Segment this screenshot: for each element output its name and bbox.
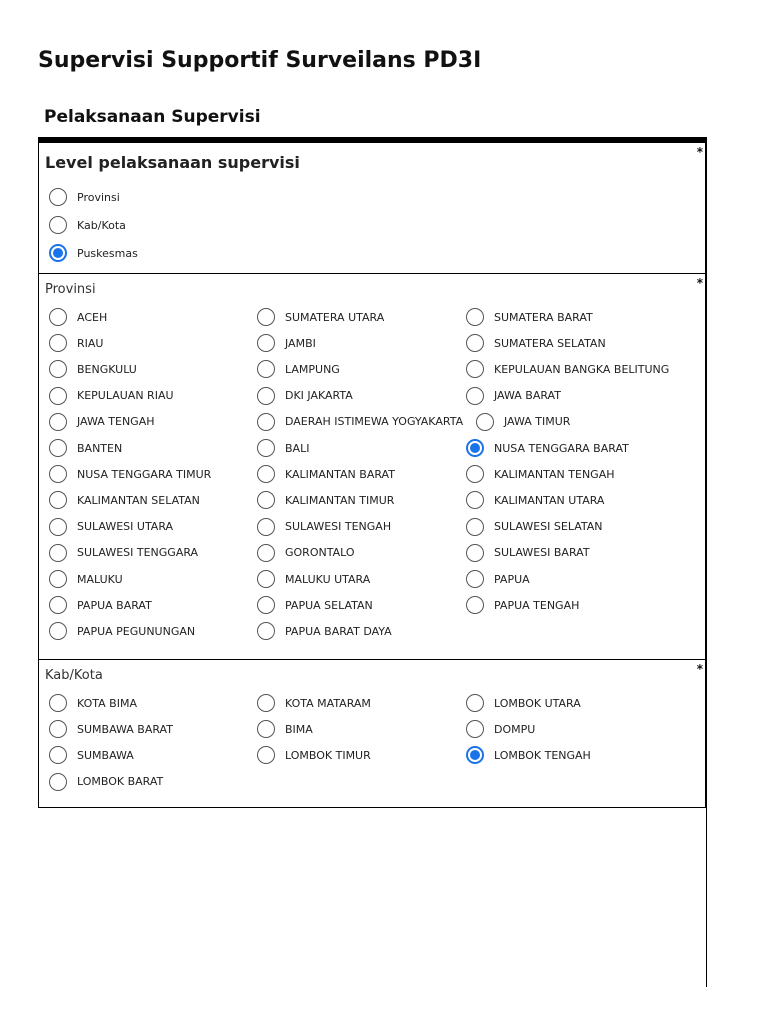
radio-button[interactable] [466,308,484,326]
radio-button[interactable] [476,413,494,431]
kabkota-option-label: LOMBOK BARAT [77,775,164,789]
level-option-label: Kab/Kota [77,218,126,232]
provinsi-option-label: SUMATERA SELATAN [494,336,606,350]
radio-button[interactable] [49,465,67,483]
radio-button[interactable] [466,334,484,352]
provinsi-option-sulawesi-tenggara[interactable] [49,544,198,562]
level-option-kabkota[interactable] [49,216,126,234]
radio-button[interactable] [257,360,275,378]
kabkota-option-label: KOTA BIMA [77,696,137,710]
provinsi-option-sulawesi-tengah[interactable] [257,518,391,536]
radio-button[interactable] [49,188,67,206]
radio-button[interactable] [257,746,275,764]
radio-button[interactable] [466,439,484,457]
kabkota-option-lombok-timur[interactable] [257,746,371,764]
provinsi-option-sumatera-selatan[interactable] [466,334,606,352]
provinsi-option-jawa-timur[interactable] [476,413,570,431]
kabkota-option-lombok-utara[interactable] [466,694,581,712]
provinsi-option-label: SULAWESI BARAT [494,546,590,560]
kabkota-option-bima[interactable] [257,720,313,738]
provinsi-option-papua[interactable] [466,570,530,588]
required-marker: * [696,662,703,676]
radio-button[interactable] [49,694,67,712]
required-marker: * [696,276,703,290]
kabkota-option-label: LOMBOK TIMUR [285,748,371,762]
section-title: Pelaksanaan Supervisi [44,107,261,127]
provinsi-option-papua-barat-daya[interactable] [257,622,392,640]
level-question-title: Level pelaksanaan supervisi [45,153,300,172]
radio-button[interactable] [49,216,67,234]
radio-button[interactable] [257,387,275,405]
provinsi-option-label: KEPULAUAN BANGKA BELITUNG [494,362,670,376]
provinsi-option-label: SULAWESI SELATAN [494,520,603,534]
provinsi-option-sumatera-barat[interactable] [466,308,593,326]
radio-button[interactable] [466,491,484,509]
provinsi-question [38,273,706,660]
radio-button[interactable] [257,465,275,483]
provinsi-option-label: JAWA TENGAH [77,415,155,429]
radio-button[interactable] [257,544,275,562]
level-option-provinsi[interactable] [49,188,120,206]
provinsi-option-label: SUMATERA BARAT [494,310,593,324]
kabkota-option-dompu[interactable] [466,720,535,738]
provinsi-option-label: GORONTALO [285,546,355,560]
radio-button[interactable] [49,439,67,457]
radio-button[interactable] [466,720,484,738]
radio-button[interactable] [49,773,67,791]
provinsi-option-kalimantan-utara[interactable] [466,491,604,509]
provinsi-option-kalimantan-barat[interactable] [257,465,395,483]
radio-button[interactable] [466,694,484,712]
radio-button[interactable] [49,544,67,562]
provinsi-option-papua-barat[interactable] [49,596,152,614]
provinsi-option-papua-tengah[interactable] [466,596,579,614]
level-option-label: Puskesmas [77,246,138,260]
provinsi-option-kepulauan-bangka-belitung[interactable] [466,360,669,378]
radio-button[interactable] [49,413,67,431]
radio-button[interactable] [257,720,275,738]
provinsi-option-label: PAPUA TENGAH [494,598,580,612]
provinsi-option-label: DKI JAKARTA [285,389,353,403]
kabkota-option-label: LOMBOK UTARA [494,696,581,710]
kabkota-question-label: Kab/Kota [45,668,103,683]
provinsi-option-label: PAPUA BARAT DAYA [285,624,392,638]
provinsi-option-label: SULAWESI UTARA [77,520,174,534]
provinsi-option-lampung[interactable] [257,360,340,378]
radio-button[interactable] [257,694,275,712]
radio-button[interactable] [49,746,67,764]
provinsi-option-kalimantan-selatan[interactable] [49,491,200,509]
provinsi-option-label: KALIMANTAN UTARA [494,493,605,507]
kabkota-option-sumbawa-barat[interactable] [49,720,173,738]
provinsi-option-sulawesi-barat[interactable] [466,544,590,562]
radio-button[interactable] [257,334,275,352]
provinsi-option-label: PAPUA PEGUNUNGAN [77,624,196,638]
provinsi-option-label: PAPUA [494,572,530,586]
provinsi-option-bali[interactable] [257,439,309,457]
provinsi-option-label: SULAWESI TENGGARA [77,546,199,560]
kabkota-option-sumbawa[interactable] [49,746,134,764]
provinsi-option-jawa-barat[interactable] [466,387,561,405]
kabkota-option-kota-mataram[interactable] [257,694,371,712]
radio-button[interactable] [257,596,275,614]
kabkota-option-kota-bima[interactable] [49,694,137,712]
form-right-border [706,137,707,987]
radio-button[interactable] [466,360,484,378]
provinsi-option-label: ACEH [77,310,108,324]
provinsi-option-dki-jakarta[interactable] [257,387,353,405]
provinsi-option-banten[interactable] [49,439,122,457]
provinsi-option-sulawesi-utara[interactable] [49,518,173,536]
radio-button[interactable] [257,518,275,536]
provinsi-option-kepulauan-riau[interactable] [49,387,174,405]
provinsi-option-label: KEPULAUAN RIAU [77,389,174,403]
provinsi-question-label: Provinsi [45,282,96,297]
provinsi-option-label: PAPUA SELATAN [285,598,373,612]
provinsi-option-label: DAERAH ISTIMEWA YOGYAKARTA [285,415,464,429]
radio-button[interactable] [466,465,484,483]
supervisi-form [38,137,706,808]
radio-button[interactable] [49,570,67,588]
provinsi-option-riau[interactable] [49,334,103,352]
kabkota-option-label: LOMBOK TENGAH [494,748,591,762]
provinsi-option-label: NUSA TENGGARA TIMUR [77,467,212,481]
provinsi-option-label: LAMPUNG [285,362,340,376]
kabkota-question [38,659,706,808]
provinsi-option-jawa-tengah[interactable] [49,413,155,431]
provinsi-option-sulawesi-selatan[interactable] [466,518,603,536]
radio-button[interactable] [466,596,484,614]
radio-button[interactable] [466,544,484,562]
radio-button[interactable] [257,413,275,431]
kabkota-option-label: SUMBAWA [77,748,134,762]
level-question [38,143,706,274]
radio-button[interactable] [49,491,67,509]
provinsi-option-papua-selatan[interactable] [257,596,373,614]
provinsi-option-label: MALUKU UTARA [285,572,371,586]
provinsi-option-label: BENGKULU [77,362,137,376]
provinsi-option-kalimantan-tengah[interactable] [466,465,615,483]
provinsi-option-nusa-tenggara-timur[interactable] [49,465,211,483]
provinsi-option-label: KALIMANTAN TIMUR [285,493,395,507]
radio-button[interactable] [49,308,67,326]
radio-button[interactable] [466,570,484,588]
provinsi-option-label: KALIMANTAN BARAT [285,467,395,481]
kabkota-option-label: DOMPU [494,722,536,736]
provinsi-option-label: MALUKU [77,572,123,586]
kabkota-option-lombok-tengah[interactable] [466,746,591,764]
radio-button[interactable] [49,720,67,738]
provinsi-option-gorontalo[interactable] [257,544,355,562]
radio-button[interactable] [466,746,484,764]
provinsi-option-label: JAMBI [285,336,316,350]
provinsi-option-jambi[interactable] [257,334,316,352]
provinsi-option-label: NUSA TENGGARA BARAT [494,441,629,455]
required-marker: * [696,145,703,159]
provinsi-option-label: JAWA BARAT [494,389,561,403]
radio-button[interactable] [49,518,67,536]
radio-button[interactable] [466,387,484,405]
provinsi-option-label: SUMATERA UTARA [285,310,385,324]
radio-button[interactable] [49,334,67,352]
kabkota-option-label: KOTA MATARAM [285,696,371,710]
kabkota-option-lombok-barat[interactable] [49,773,163,791]
provinsi-option-nusa-tenggara-barat[interactable] [466,439,629,457]
provinsi-option-daerah-istimewa-yogyakarta[interactable] [257,413,463,431]
provinsi-option-label: PAPUA BARAT [77,598,152,612]
provinsi-option-bengkulu[interactable] [49,360,137,378]
radio-button[interactable] [49,596,67,614]
provinsi-option-label: SULAWESI TENGAH [285,520,392,534]
provinsi-option-label: BALI [285,441,310,455]
provinsi-option-maluku-utara[interactable] [257,570,370,588]
radio-button[interactable] [49,622,67,640]
provinsi-option-label: KALIMANTAN TENGAH [494,467,615,481]
provinsi-option-papua-pegunungan[interactable] [49,622,195,640]
provinsi-option-maluku[interactable] [49,570,123,588]
level-option-puskesmas[interactable] [49,244,138,262]
radio-button[interactable] [257,491,275,509]
provinsi-option-sumatera-utara[interactable] [257,308,384,326]
radio-button[interactable] [49,387,67,405]
provinsi-option-label: BANTEN [77,441,123,455]
provinsi-option-label: JAWA TIMUR [504,415,571,429]
radio-button[interactable] [257,570,275,588]
page-title: Supervisi Supportif Surveilans PD3I [38,48,482,73]
radio-button[interactable] [257,622,275,640]
radio-button[interactable] [466,518,484,536]
kabkota-option-label: BIMA [285,722,313,736]
provinsi-option-label: KALIMANTAN SELATAN [77,493,200,507]
level-option-label: Provinsi [77,190,120,204]
radio-button[interactable] [257,308,275,326]
provinsi-option-label: RIAU [77,336,104,350]
radio-button[interactable] [49,360,67,378]
provinsi-option-kalimantan-timur[interactable] [257,491,394,509]
kabkota-option-label: SUMBAWA BARAT [77,722,173,736]
provinsi-option-aceh[interactable] [49,308,107,326]
radio-button[interactable] [49,244,67,262]
radio-button[interactable] [257,439,275,457]
